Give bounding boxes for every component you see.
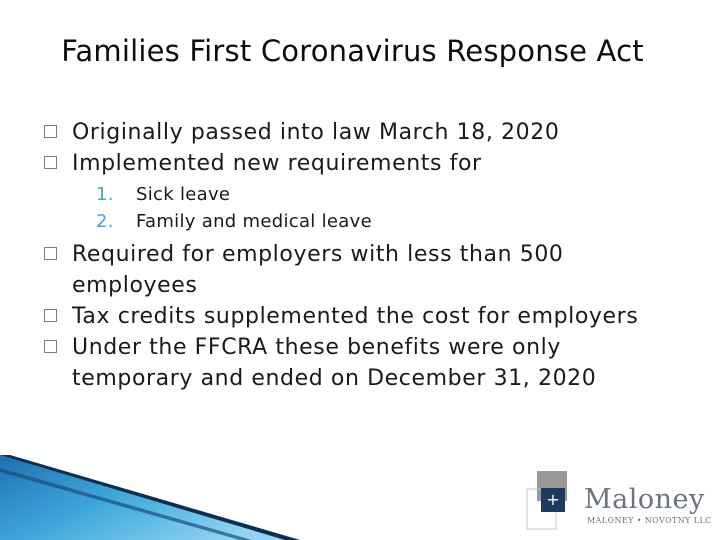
company-logo-subtitle: MALONEY • NOVOTNY LLC — [587, 516, 712, 525]
checkbox-bullet-icon — [44, 125, 57, 138]
checkbox-bullet-icon — [44, 156, 57, 169]
sub-item-text: Family and medical leave — [136, 211, 372, 232]
numbered-sub-list — [72, 181, 684, 235]
sub-item-text: Sick leave — [136, 184, 231, 205]
checkbox-bullet-icon — [44, 247, 57, 260]
sub-list-item — [96, 181, 684, 208]
sub-list-item — [96, 208, 684, 235]
bullet-item — [44, 148, 684, 235]
checkbox-bullet-icon — [44, 340, 57, 353]
bullet-text: Implemented new requirements for — [72, 151, 482, 176]
list-number: 1. — [96, 184, 114, 205]
company-logo-name: Maloney — [584, 484, 705, 515]
bullet-item — [44, 117, 684, 148]
slide-title: Families First Coronavirus Response Act — [61, 34, 644, 68]
list-number: 2. — [96, 211, 114, 232]
bullet-text-line: temporary and ended on December 31, 2020 — [72, 366, 597, 391]
bullet-text: Tax credits supplemented the cost for employers — [72, 304, 639, 329]
bullet-text-line: employees — [72, 273, 198, 298]
bullet-list — [44, 117, 684, 394]
bullet-item — [44, 301, 684, 332]
bullet-text-line: Required for employers with less than 500 — [72, 242, 564, 267]
checkbox-bullet-icon — [44, 309, 57, 322]
bullet-item — [44, 239, 684, 301]
bullet-item — [44, 332, 684, 394]
bullet-text: Originally passed into law March 18, 2020 — [72, 120, 560, 145]
bullet-text-line: Under the FFCRA these benefits were only — [72, 335, 561, 360]
plus-icon: + — [546, 490, 560, 509]
